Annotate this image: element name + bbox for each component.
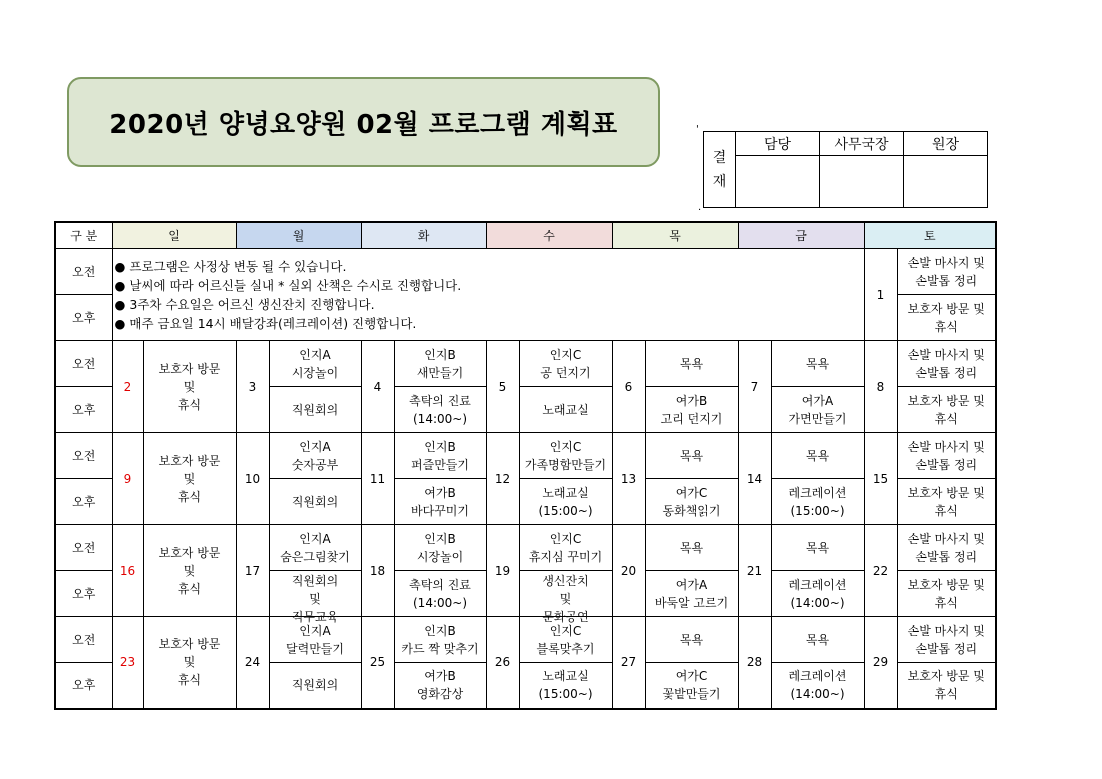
activity-line: 손발 마사지 및 bbox=[907, 255, 985, 270]
activity-line: 노래교실 bbox=[542, 402, 589, 417]
period-pm: 오후 bbox=[55, 295, 112, 341]
activity-mon-24-pm bbox=[269, 663, 361, 709]
activity-line: 노래교실 bbox=[542, 485, 589, 500]
activity-line: 영화감상 bbox=[416, 687, 464, 702]
activity-line: 여가A bbox=[801, 393, 834, 408]
activity-wed-5-am bbox=[519, 341, 612, 387]
week-row-am bbox=[55, 341, 996, 387]
activity-sat-1-am bbox=[897, 249, 996, 295]
activity-line: 시장놀이 bbox=[416, 549, 464, 564]
period-am: 오전 bbox=[55, 341, 112, 387]
activity-sun-23 bbox=[143, 617, 236, 709]
activity-mon-17-am bbox=[269, 525, 361, 571]
activity-tue-18-pm bbox=[394, 571, 486, 617]
activity-sat-15-am bbox=[897, 433, 996, 479]
activity-line: 휴식 bbox=[934, 411, 958, 426]
activity-line: 직원회의 bbox=[291, 494, 339, 509]
schedule-table bbox=[54, 221, 997, 710]
activity-line: 노래교실 bbox=[542, 669, 589, 684]
activity-line: 및 bbox=[183, 471, 196, 486]
activity-line: 및 bbox=[309, 591, 321, 606]
activity-line: 공 던지기 bbox=[540, 365, 591, 380]
activity-sat-1-pm bbox=[897, 295, 996, 341]
activity-line: 보호자 방문 bbox=[158, 453, 221, 468]
activity-line: 손발 마사지 및 bbox=[907, 623, 985, 638]
activity-line: 인지B bbox=[424, 531, 456, 546]
approval-sign-secretary[interactable] bbox=[820, 156, 904, 208]
activity-line: 고리 던지기 bbox=[660, 411, 723, 426]
activity-line: 인지B bbox=[424, 347, 456, 362]
activity-tue-25-am bbox=[394, 617, 486, 663]
header-thu: 목 bbox=[612, 222, 738, 249]
header-tue: 화 bbox=[361, 222, 486, 249]
week-row-am bbox=[55, 433, 996, 479]
date-sun-23: 23 bbox=[112, 617, 143, 709]
activity-tue-18-am bbox=[394, 525, 486, 571]
activity-line: 바다꾸미기 bbox=[411, 503, 469, 518]
notice-item: ● 매주 금요일 14시 배달강좌(레크레이션) 진행합니다. bbox=[114, 315, 417, 331]
date-tue-11: 11 bbox=[361, 433, 394, 525]
activity-fri-21-pm bbox=[771, 571, 864, 617]
activity-line: 여가B bbox=[424, 669, 456, 684]
activity-fri-21-am bbox=[771, 525, 864, 571]
approval-label bbox=[704, 132, 736, 208]
activity-mon-10-pm bbox=[269, 479, 361, 525]
activity-line: 휴식 bbox=[177, 673, 202, 688]
activity-line: 레크레이션 bbox=[788, 577, 847, 592]
activity-line: 목욕 bbox=[805, 632, 830, 647]
date-fri-21: 21 bbox=[738, 525, 771, 617]
date-thu-27: 27 bbox=[612, 617, 645, 709]
activity-thu-20-am bbox=[645, 525, 738, 571]
activity-fri-28-pm bbox=[771, 663, 864, 709]
date-mon-17: 17 bbox=[236, 525, 269, 617]
header-gubun: 구 분 bbox=[55, 222, 112, 249]
activity-line: 손발 마사지 및 bbox=[907, 439, 985, 454]
notice-item: ● 프로그램은 사정상 변동 될 수 있습니다. bbox=[114, 258, 347, 274]
activity-line: 목욕 bbox=[679, 540, 704, 555]
page-title: 2020년 양녕요양원 02월 프로그램 계획표 bbox=[109, 109, 618, 140]
activity-line: 손발톱 정리 bbox=[915, 273, 978, 288]
activity-wed-26-pm bbox=[519, 663, 612, 709]
activity-line: 여가C bbox=[675, 669, 708, 684]
period-am: 오전 bbox=[55, 433, 112, 479]
activity-tue-4-pm bbox=[394, 387, 486, 433]
activity-wed-5-pm bbox=[519, 387, 612, 433]
date-fri-7: 7 bbox=[738, 341, 771, 433]
activity-line: 레크레이션 bbox=[788, 669, 847, 684]
activity-line: 인지C bbox=[549, 531, 582, 546]
activity-sat-22-am bbox=[897, 525, 996, 571]
date-sat-8: 8 bbox=[864, 341, 897, 433]
activity-line: 및 bbox=[183, 563, 196, 578]
activity-line: 인지B bbox=[424, 623, 456, 638]
activity-line: 보호자 방문 및 bbox=[907, 577, 985, 592]
activity-thu-27-am bbox=[645, 617, 738, 663]
activity-line: 손발 마사지 및 bbox=[907, 347, 985, 362]
activity-thu-13-pm bbox=[645, 479, 738, 525]
activity-line: 직무교육 bbox=[291, 609, 339, 624]
date-fri-28: 28 bbox=[738, 617, 771, 709]
approval-label-bottom: 재 bbox=[712, 173, 727, 190]
activity-wed-12-am bbox=[519, 433, 612, 479]
activity-line: 직원회의 bbox=[291, 678, 339, 693]
activity-wed-26-am bbox=[519, 617, 612, 663]
activity-line: 보호자 방문 및 bbox=[907, 669, 985, 684]
activity-line: 휴식 bbox=[177, 489, 202, 504]
period-am: 오전 bbox=[55, 617, 112, 663]
activity-line: (14:00~) bbox=[790, 595, 845, 610]
activity-sat-29-am bbox=[897, 617, 996, 663]
notice-row-am bbox=[55, 249, 996, 295]
activity-line: 보호자 방문 및 bbox=[907, 301, 985, 316]
activity-sat-22-pm bbox=[897, 571, 996, 617]
activity-line: 인지A bbox=[299, 347, 331, 362]
activity-line: 인지C bbox=[549, 347, 582, 362]
activity-mon-3-am bbox=[269, 341, 361, 387]
activity-line: 손발톱 정리 bbox=[915, 549, 978, 564]
activity-line: 숨은그림찾기 bbox=[280, 549, 350, 564]
activity-line: 휴지심 꾸미기 bbox=[528, 549, 603, 564]
date-tue-18: 18 bbox=[361, 525, 394, 617]
date-wed-19: 19 bbox=[486, 525, 519, 617]
activity-line: 여가B bbox=[424, 485, 456, 500]
activity-line: 인지C bbox=[549, 623, 582, 638]
activity-line: 여가C bbox=[675, 485, 708, 500]
date-thu-20: 20 bbox=[612, 525, 645, 617]
activity-line: 인지A bbox=[299, 439, 331, 454]
activity-line: (14:00~) bbox=[790, 687, 845, 702]
date-sat-15: 15 bbox=[864, 433, 897, 525]
activity-sat-29-pm bbox=[897, 663, 996, 709]
date-sat-1: 1 bbox=[864, 249, 897, 341]
header-sun: 일 bbox=[112, 222, 236, 249]
period-am: 오전 bbox=[55, 249, 112, 295]
activity-line: 가족명함만들기 bbox=[524, 457, 607, 472]
date-wed-26: 26 bbox=[486, 617, 519, 709]
activity-line: 휴식 bbox=[177, 581, 202, 596]
activity-line: 보호자 방문 bbox=[158, 361, 221, 376]
activity-line: 퍼즐만들기 bbox=[411, 457, 469, 472]
activity-tue-4-am bbox=[394, 341, 486, 387]
activity-line: 목욕 bbox=[805, 448, 830, 463]
activity-line: 꽃밭만들기 bbox=[662, 687, 721, 702]
activity-line: 시장놀이 bbox=[291, 365, 339, 380]
activity-sun-2 bbox=[143, 341, 236, 433]
activity-line: 손발 마사지 및 bbox=[907, 531, 985, 546]
activity-line: 문화공연 bbox=[542, 609, 589, 624]
activity-line: (14:00~) bbox=[413, 595, 467, 610]
period-pm: 오후 bbox=[55, 479, 112, 525]
activity-sat-8-pm bbox=[897, 387, 996, 433]
activity-line: 인지A bbox=[299, 623, 331, 638]
activity-line: 직원회의 bbox=[291, 402, 339, 417]
header-sat: 토 bbox=[864, 222, 996, 249]
activity-fri-14-am bbox=[771, 433, 864, 479]
date-tue-25: 25 bbox=[361, 617, 394, 709]
activity-line: 달력만들기 bbox=[286, 641, 344, 656]
activity-mon-24-am bbox=[269, 617, 361, 663]
activity-line: 동화책읽기 bbox=[662, 503, 721, 518]
activity-line: 휴식 bbox=[934, 687, 958, 702]
activity-wed-19-pm bbox=[519, 571, 612, 624]
activity-line: 보호자 방문 및 bbox=[907, 485, 985, 500]
header-wed: 수 bbox=[486, 222, 612, 249]
approval-header-secretary: 사무국장 bbox=[820, 132, 904, 156]
activity-line: 숫자공부 bbox=[291, 457, 339, 472]
date-wed-5: 5 bbox=[486, 341, 519, 433]
activity-wed-12-pm bbox=[519, 479, 612, 525]
activity-line: 목욕 bbox=[679, 448, 704, 463]
week-row-am bbox=[55, 617, 996, 663]
activity-line: 및 bbox=[183, 379, 196, 394]
activity-line: 블록맞추기 bbox=[536, 641, 595, 656]
mark-bottom: . bbox=[698, 202, 702, 213]
activity-clip bbox=[520, 572, 612, 624]
activity-fri-14-pm bbox=[771, 479, 864, 525]
date-thu-13: 13 bbox=[612, 433, 645, 525]
date-wed-12: 12 bbox=[486, 433, 519, 525]
activity-line: 촉탁의 진료 bbox=[409, 577, 471, 592]
activity-mon-3-pm bbox=[269, 387, 361, 433]
date-fri-14: 14 bbox=[738, 433, 771, 525]
activity-wed-19-am bbox=[519, 525, 612, 571]
period-pm: 오후 bbox=[55, 663, 112, 709]
activity-line: 휴식 bbox=[934, 503, 958, 518]
activity-line: 휴식 bbox=[934, 319, 958, 334]
header-row bbox=[55, 222, 996, 249]
activity-thu-27-pm bbox=[645, 663, 738, 709]
activity-line: 손발톱 정리 bbox=[915, 641, 978, 656]
activity-line: 휴식 bbox=[177, 397, 202, 412]
activity-line: 인지B bbox=[424, 439, 456, 454]
activity-line: 인지A bbox=[299, 531, 331, 546]
activity-line: 여가B bbox=[675, 393, 708, 408]
period-am: 오전 bbox=[55, 525, 112, 571]
activity-line: (15:00~) bbox=[790, 503, 845, 518]
activity-mon-17-pm bbox=[269, 571, 361, 624]
activity-fri-7-am bbox=[771, 341, 864, 387]
activity-line: 보호자 방문 bbox=[158, 545, 221, 560]
activity-line: 보호자 방문 및 bbox=[907, 393, 985, 408]
period-pm: 오후 bbox=[55, 387, 112, 433]
activity-line: 생신잔치 bbox=[542, 573, 589, 588]
activity-line: 가면만들기 bbox=[788, 411, 847, 426]
date-sun-16: 16 bbox=[112, 525, 143, 617]
activity-line: 촉탁의 진료 bbox=[409, 393, 471, 408]
activity-mon-10-am bbox=[269, 433, 361, 479]
date-sat-22: 22 bbox=[864, 525, 897, 617]
activity-line: 목욕 bbox=[805, 540, 830, 555]
activity-line: 레크레이션 bbox=[788, 485, 847, 500]
activity-thu-20-pm bbox=[645, 571, 738, 617]
approval-header-manager: 담당 bbox=[736, 132, 820, 156]
approval-sign-manager[interactable] bbox=[736, 156, 820, 208]
activity-line: 손발톱 정리 bbox=[915, 365, 978, 380]
activity-thu-6-am bbox=[645, 341, 738, 387]
date-thu-6: 6 bbox=[612, 341, 645, 433]
activity-line: 휴식 bbox=[934, 595, 958, 610]
activity-line: 및 bbox=[559, 591, 572, 606]
activity-line: 목욕 bbox=[805, 356, 830, 371]
activity-line: 여가A bbox=[675, 577, 708, 592]
activity-tue-25-pm bbox=[394, 663, 486, 709]
date-sun-2: 2 bbox=[112, 341, 143, 433]
approval-sign-director[interactable] bbox=[904, 156, 988, 208]
activity-line: 보호자 방문 bbox=[158, 637, 221, 652]
header-fri: 금 bbox=[738, 222, 864, 249]
activity-thu-13-am bbox=[645, 433, 738, 479]
date-mon-10: 10 bbox=[236, 433, 269, 525]
activity-line: 바둑알 고르기 bbox=[654, 595, 729, 610]
activity-clip bbox=[270, 572, 361, 624]
period-pm: 오후 bbox=[55, 571, 112, 617]
date-sat-29: 29 bbox=[864, 617, 897, 709]
mark-top: ' bbox=[696, 124, 699, 135]
activity-sat-15-pm bbox=[897, 479, 996, 525]
activity-line: 목욕 bbox=[679, 356, 704, 371]
title-banner bbox=[67, 77, 660, 167]
approval-box bbox=[703, 131, 988, 208]
activity-line: 직원회의 bbox=[291, 573, 339, 588]
week-row-am bbox=[55, 525, 996, 571]
activity-line: 및 bbox=[183, 655, 196, 670]
activity-sat-8-am bbox=[897, 341, 996, 387]
activity-line: 목욕 bbox=[679, 632, 704, 647]
approval-label-top: 결 bbox=[712, 149, 727, 166]
activity-line: 새만들기 bbox=[416, 365, 464, 380]
activity-sun-9 bbox=[143, 433, 236, 525]
date-sun-9: 9 bbox=[112, 433, 143, 525]
header-mon: 월 bbox=[236, 222, 361, 249]
activity-line: (15:00~) bbox=[538, 687, 593, 702]
notice-item: ● 3주차 수요일은 어르신 생신잔치 진행합니다. bbox=[114, 296, 375, 312]
activity-line: 카드 짝 맞추기 bbox=[401, 641, 479, 656]
activity-fri-28-am bbox=[771, 617, 864, 663]
activity-line: 손발톱 정리 bbox=[915, 457, 978, 472]
notice-box bbox=[112, 249, 864, 341]
activity-fri-7-pm bbox=[771, 387, 864, 433]
activity-tue-11-pm bbox=[394, 479, 486, 525]
activity-line: (15:00~) bbox=[538, 503, 593, 518]
date-mon-24: 24 bbox=[236, 617, 269, 709]
activity-line: 인지C bbox=[549, 439, 582, 454]
activity-sun-16 bbox=[143, 525, 236, 617]
activity-thu-6-pm bbox=[645, 387, 738, 433]
date-mon-3: 3 bbox=[236, 341, 269, 433]
activity-tue-11-am bbox=[394, 433, 486, 479]
activity-line: (14:00~) bbox=[413, 411, 467, 426]
approval-header-director: 원장 bbox=[904, 132, 988, 156]
notice-item: ● 날씨에 따라 어르신들 실내 * 실외 산책은 수시로 진행합니다. bbox=[114, 277, 462, 293]
date-tue-4: 4 bbox=[361, 341, 394, 433]
